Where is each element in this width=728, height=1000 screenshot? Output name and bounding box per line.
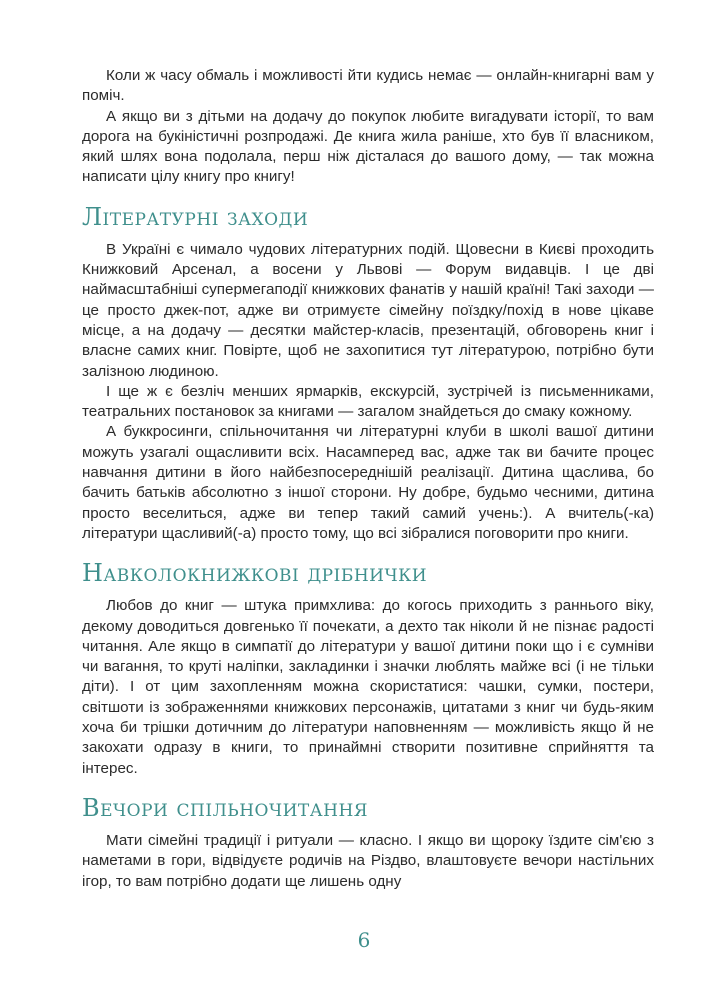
paragraph: І ще ж є безліч менших ярмарків, екскурсій, зустрічей із письменниками, театральних постановок за книгами — загалом знайдеться до смаку кожному. bbox=[82, 382, 654, 421]
section-heading: Навколокнижкові дрібнички bbox=[82, 559, 428, 588]
intro-block bbox=[82, 66, 654, 188]
paragraph: В Україні є чимало чудових літературних подій. Щовесни в Києві проходить Книжковий Арсенал, а восени у Львові — Форум видавців. І це дві наймасштабніші супермегаподії книжкових фанатів у нашій країні! Такі заходи — це просто джек-пот, адже ви отримуєте сімейну поїздку/похід в нове цікаве місце, а на додачу — десятки майстер-класів, презентацій, обговорень книг і власне самих книг. Повірте, щоб не захопитися тут літературою, потрібно бути залізною людиною. bbox=[82, 240, 654, 380]
section-reading-evenings bbox=[82, 793, 654, 892]
page-body bbox=[82, 66, 654, 892]
section-book-trifles bbox=[82, 558, 654, 779]
section-heading: Літературні заходи bbox=[82, 202, 309, 231]
section-heading: Вечори спільночитання bbox=[82, 793, 369, 822]
paragraph: А якщо ви з дітьми на додачу до покупок любите вигадувати історії, то вам дорога на букіністичні розпродажі. Де книга жила раніше, хто був її власником, який шлях вона подолала, перш ніж дісталася до вашого дому, — так можна написати цілу книгу про книгу! bbox=[82, 107, 654, 186]
section-literary-events bbox=[82, 202, 654, 544]
paragraph: А буккросинги, спільночитання чи літературні клуби в школі вашої дитини можуть узагалі ощасливити всіх. Насамперед вас, адже так ви бачите процес навчання дитини в його найбезпосереднішій реалізації. Дитина щаслива, бо бачить батьків абсолютно з іншої сторони. Ну добре, будьмо чесними, дитина просто веселиться, адже ви тепер такий самий учень:). А вчитель(-ка) літератури щасливий(-а) просто тому, що всі зібралися поговорити про книги. bbox=[82, 423, 654, 542]
paragraph: Любов до книг — штука примхлива: до когось приходить з раннього віку, декому доводиться довгенько її почекати, а дехто так ніколи й не пізнає радості читання. Але якщо в симпатії до літератури у вашої дитини поки що і є сумніви чи вагання, то круті наліпки, закладинки і значки люблять майже всі (і не тільки діти). І от цим захопленням можна скористатися: чашки, сумки, постери, світшоти із зображеннями книжкових персонажів, цитатами з книг чи будь-яким хоча би трішки дотичним до літератури наповненням — можливість якщо й не закохати одразу в книги, то принаймні створити позитивне сприйняття та інтерес. bbox=[82, 597, 654, 777]
paragraph: Коли ж часу обмаль і можливості йти кудись немає — онлайн-книгарні вам у поміч. bbox=[82, 67, 654, 105]
paragraph: Мати сімейні традиції і ритуали — класно. І якщо ви щороку їздите сім'єю з наметами в гори, відвідуєте родичів на Різдво, влаштовуєте вечори настільних ігор, то вам потрібно додати ще лишень одну bbox=[82, 831, 654, 890]
page-number: 6 bbox=[357, 928, 371, 952]
